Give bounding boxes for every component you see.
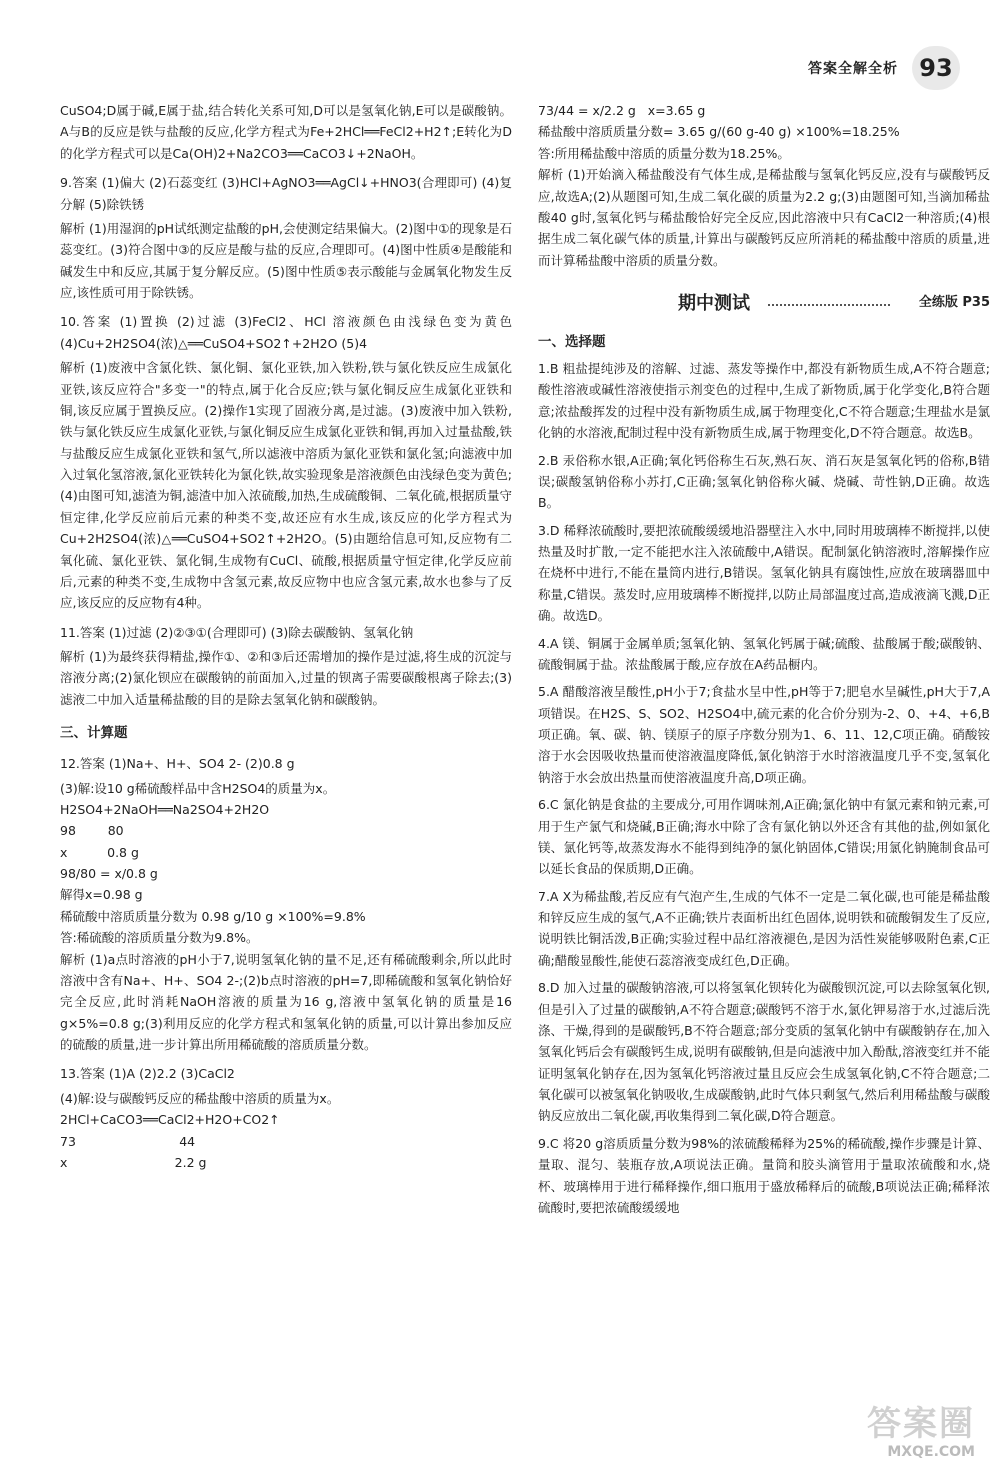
q12-numbers-1: 98 80 xyxy=(60,823,124,839)
q12-solve: 解得x=0.98 g xyxy=(60,887,143,903)
q9-answer: 9.答案 (1)偏大 (2)石蕊变红 (3)HCl+AgNO3══AgCl↓+HNO3(合理即可) (4)复分解 (5)除铁锈 xyxy=(60,175,512,212)
watermark-url: MXQE.COM xyxy=(887,1444,975,1461)
q13-answer: 13.答案 (1)A (2)2.2 (3)CaCl2 xyxy=(60,1066,235,1082)
q12-answer: 12.答案 (1)Na+、H+、SO4 2- (2)0.8 g xyxy=(60,756,295,772)
choice-3: 3.D 稀释浓硫酸时,要把浓硫酸缓缓地沿器壁注入水中,同时用玻璃棒不断搅拌,以使热量及时扩散,一定不能把水注入浓硫酸中,A错误。配制氯化钠溶液时,溶解操作应在烧杯中进行,不能在量筒内进行,B错误。氢氧化钠具有腐蚀性,应放在玻璃器皿中称量,C错误。蒸发时,应用玻璃棒不断搅拌,以防止局部温度过高,造成液滴飞溅,D正确。故选D。 xyxy=(538,522,990,624)
q13-fraction: 稀盐酸中溶质质量分数= 3.65 g/(60 g-40 g) ×100%=18.25% xyxy=(538,124,900,140)
page-header xyxy=(60,44,960,94)
page-number: 93 xyxy=(912,46,960,90)
q11-analysis: 解析 (1)为最终获得精盐,操作①、②和③后还需增加的操作是过滤,将生成的沉淀与溶液分离;(2)氯化钡应在碳酸钠的前面加入,过量的钡离子需要碳酸根离子除去;(3)滤液二中加入适量稀盐酸的目的是除去氢氧化钠和碳酸钠。 xyxy=(60,649,512,707)
section-heading-calculation: 三、计算题 xyxy=(60,725,128,742)
q11-answer: 11.答案 (1)过滤 (2)②③①(合理即可) (3)除去碳酸钠、氢氧化钠 xyxy=(60,624,414,640)
section-heading-choice: 一、选择题 xyxy=(538,334,606,350)
q10-analysis: 解析 (1)废液中含氯化铁、氯化铜、氯化亚铁,加入铁粉,铁与氯化铁反应生成氯化亚铁,该反应符合"多变一"的特点,属于化合反应;铁与氯化铜反应生成氯化亚铁和铜,该反应属于置换反应。(2)操作1实现了固液分离,是过滤。(3)废液中加入铁粉,铁与氯化铁反应生成氯化亚铁,与氯化铜反应生成氯化亚铁和铜,再加入过量盐酸,铁与盐酸反应生成氯化亚铁和氢气,所以滤液中溶质为氯化亚铁和氯化氢;向滤液中加入过氧化氢溶液,氯化亚铁转化为氯化铁,故实验现象是溶液颜色由浅绿色变为黄色;(4)由图可知,滤渣为铜,滤渣中加入浓硫酸,加热,生成硫酸铜、二氧化硫,根据质量守恒定律,化学反应前后元素的种类不变,故还应有水生成,该反应的化学方程式为Cu+2H2SO4(浓)△══CuSO4+SO2↑+2H2O。(5)由题给信息可知,反应物有二氧化硫、氯化亚铁、氯化铜,生成物有CuCl、硫酸,根据质量守恒定律,化学反应前后,元素的种类不变,生成物中含氢元素,故反应物中也应含氢元素,故水也参与了反应,该反应的反应物有4种。 xyxy=(60,360,512,611)
choice-7: 7.A X为稀盐酸,若反应有气泡产生,生成的气体不一定是二氧化碳,也可能是稀盐酸和锌反应生成的氢气,A不正确;铁片表面析出红色固体,说明铁和硫酸铜发生了反应,说明铁比铜活泼,B正确;实验过程中品红溶液褪色,是因为活性炭能够吸附色素,C正确;醋酸显酸性,能使石蕊溶液变成红色,D正确。 xyxy=(538,888,990,968)
q13-ratio: 73/44 = x/2.2 g x=3.65 g xyxy=(538,103,706,118)
paragraph-continued: CuSO4;D属于碱,E属于盐,结合转化关系可知,D可以是氢氧化钠,E可以是碳酸钠。A与B的反应是铁与盐酸的反应,化学方程式为Fe+2HCl══FeCl2+H2↑;E转化为D的化学方程式可以是Ca(OH)2+Na2CO3══CaCO3↓+2NaOH。 xyxy=(60,103,512,161)
midterm-title: 期中测试 xyxy=(678,293,750,314)
q12-conclusion: 答:稀硫酸的溶质质量分数为9.8%。 xyxy=(60,930,259,946)
q12-equation: H2SO4+2NaOH══Na2SO4+2H2O xyxy=(60,801,270,817)
q12-fraction: 稀硫酸中溶质质量分数为 0.98 g/10 g ×100%=9.8% xyxy=(60,908,366,924)
right-column xyxy=(538,100,990,1224)
leader-dots xyxy=(768,304,890,306)
q10-answer: 10.答案 (1)置换 (2)过滤 (3)FeCl2、HCl 溶液颜色由浅绿色变为黄色 (4)Cu+2H2SO4(浓)△══CuSO4+SO2↑+2H2O (5)4 xyxy=(60,314,512,351)
q13-equation: 2HCl+CaCO3══CaCl2+H2O+CO2↑ xyxy=(60,1112,280,1128)
choice-1: 1.B 粗盐提纯涉及的溶解、过滤、蒸发等操作中,都没有新物质生成,A不符合题意;酸性溶液或碱性溶液使指示剂变色的过程中,生成了新物质,属于化学变化,B符合题意;浓盐酸挥发的过程中没有新物质生成,属于物理变化,C不符合题意;生理盐水是氯化钠的水溶液,配制过程中没有新物质生成,属于物理变化,D不符合题意。故选B。 xyxy=(538,361,990,441)
q9-analysis: 解析 (1)用湿润的pH试纸测定盐酸的pH,会使测定结果偏大。(2)图中①的现象是石蕊变红。(3)符合图中③的反应是酸与盐的反应,合理即可。(4)图中性质④是酸能和碱发生中和反应,其属于复分解反应。(5)图中性质⑤表示酸能与金属氧化物发生反应,该性质可用于除铁锈。 xyxy=(60,220,512,300)
choice-2: 2.B 汞俗称水银,A正确;氧化钙俗称生石灰,熟石灰、消石灰是氢氧化钙的俗称,B错误;碳酸氢钠俗称小苏打,C正确;氢氧化钠俗称火碱、烧碱、苛性钠,D正确。故选B。 xyxy=(538,452,990,511)
header-title: 答案全解全析 xyxy=(808,61,898,77)
midterm-heading xyxy=(538,287,990,319)
watermark-logo: 答案圈 xyxy=(867,1404,975,1444)
q13-analysis: 解析 (1)开始滴入稀盐酸没有气体生成,是稀盐酸与氢氧化钙反应,没有与碳酸钙反应,故选A;(2)从题图可知,生成二氧化碳的质量为2.2 g;(3)由题图可知,当滴加稀盐酸40 g时,氢氧化钙与稀盐酸恰好完全反应,因此溶液中只有CaCl2一种溶质;(4)根据生成二氧化碳气体的质量,计算出与碳酸钙反应所消耗的稀盐酸中溶质的质量,进而计算稀盐酸中溶质的质量分数。 xyxy=(538,167,990,268)
q12-numbers-2: x 0.8 g xyxy=(60,844,139,860)
q13-conclusion: 答:所用稀盐酸中溶质的质量分数为18.25%。 xyxy=(538,145,790,161)
q13-setup: (4)解:设与碳酸钙反应的稀盐酸中溶质的质量为x。 xyxy=(60,1090,340,1106)
q13-numbers-1: 73 44 xyxy=(60,1133,196,1149)
left-column xyxy=(60,100,512,1173)
q12-ratio: 98/80 = x/0.8 g xyxy=(60,866,158,882)
choice-4: 4.A 镁、铜属于金属单质;氢氧化钠、氢氧化钙属于碱;硫酸、盐酸属于酸;碳酸钠、硫酸铜属于盐。浓盐酸属于酸,应存放在A药品橱内。 xyxy=(538,635,990,672)
midterm-page-ref: 全练版 P35 xyxy=(918,295,990,310)
q12-analysis: 解析 (1)a点时溶液的pH小于7,说明氢氧化钠的量不足,还有稀硫酸剩余,所以此时溶液中含有Na+、H+、SO4 2-;(2)b点时溶液的pH=7,即稀硫酸和氢氧化钠恰好完全反应,此时消耗NaOH溶液的质量为16 g,溶液中氢氧化钠的质量是16 g×5%=0.8 g;(3)利用反应的化学方程式和氢氧化钠的质量,可以计算出参加反应的硫酸的质量,进一步计算出所用稀硫酸的溶质质量分数。 xyxy=(60,951,512,1053)
choice-8: 8.D 加入过量的碳酸钠溶液,可以将氢氧化钡转化为碳酸钡沉淀,可以去除氢氧化钡,但是引入了过量的碳酸钠,A不符合题意;碳酸钙不溶于水,氯化钾易溶于水,过滤后洗涤、干燥,得到的是碳酸钙,B不符合题意;部分变质的氢氧化钠中有碳酸钠存在,加入氢氧化钙后会有碳酸钙生成,说明有碳酸钠,但是向滤液中加入酚酞,溶液变红并不能证明氢氧化钠存在,因为氢氧化钙溶液过量且反应会生成氢氧化钠,C不符合题意;二氧化碳可以被氢氧化钠吸收,生成碳酸钠,此时气体只剩氢气,然后利用稀盐酸与碳酸钠反应放出二氧化碳,再收集得到二氧化碳,D符合题意。 xyxy=(538,980,990,1124)
watermark xyxy=(845,1395,975,1465)
q12-setup: (3)解:设10 g稀硫酸样品中含H2SO4的质量为x。 xyxy=(60,780,336,796)
choice-6: 6.C 氯化钠是食盐的主要成分,可用作调味剂,A正确;氯化钠中有氯元素和钠元素,可用于生产氯气和烧碱,B正确;海水中除了含有氯化钠以外还含有其他的盐,例如氯化镁、氯化钙等,故蒸发海水不能得到纯净的氯化钠固体,C错误;用氯化钠腌制食品可以延长食品的保质期,D正确。 xyxy=(538,797,990,877)
q13-numbers-2: x 2.2 g xyxy=(60,1154,207,1170)
choice-9: 9.C 将20 g溶质质量分数为98%的浓硫酸稀释为25%的稀硫酸,操作步骤是计算、量取、混匀、装瓶存放,A项说法正确。量筒和胶头滴管用于量取浓硫酸和水,烧杯、玻璃棒用于进行稀释操作,细口瓶用于盛放稀释后的硫酸,B项说法正确;稀释浓硫酸时,要把浓硫酸缓缓地 xyxy=(538,1135,990,1215)
choice-5: 5.A 醋酸溶液呈酸性,pH小于7;食盐水呈中性,pH等于7;肥皂水呈碱性,pH大于7,A项错误。在H2S、S、SO2、H2SO4中,硫元素的化合价分别为-2、0、+4、+6,B项正确。氧、碳、钠、镁原子的原子序数分别为1、6、11、12,C项正确。硝酸铵溶于水会因吸收热量而使溶液温度降低,氯化钠溶于水时溶液温度几乎不变,氢氧化钠溶于水会放出热量而使溶液温度升高,D项正确。 xyxy=(538,684,990,785)
